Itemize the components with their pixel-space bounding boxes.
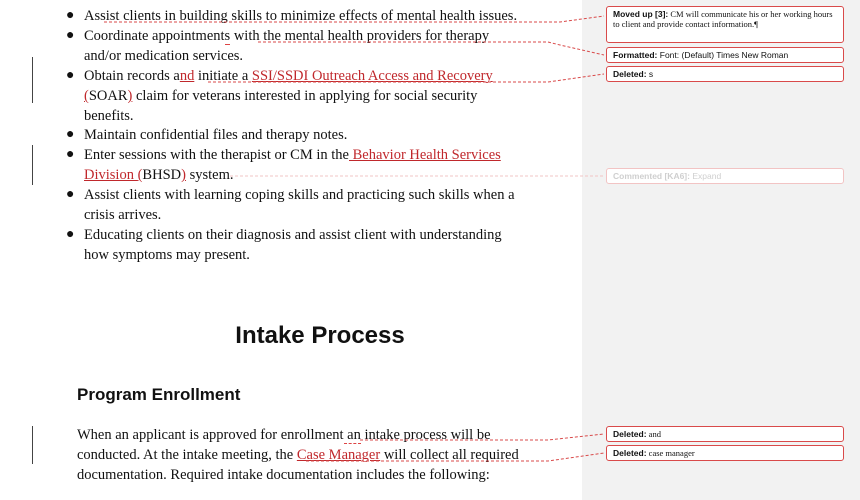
text-run: claim for veterans interested in applying for social security <box>132 88 478 104</box>
comment-label: Deleted: <box>613 69 647 79</box>
inserted-text: SSI/SSDI Outreach Access and Recovery <box>251 68 493 84</box>
text-run: how symptoms may present. <box>84 247 250 263</box>
text-run: When an applicant is approved for enrollment <box>77 427 344 443</box>
text-run: conducted. At the intake meeting, the <box>77 447 297 463</box>
text-run: crisis arrives. <box>84 207 162 223</box>
text-run: intake process will be <box>360 427 491 443</box>
text-run: initiate a <box>194 68 252 84</box>
inserted-text: Case Manager <box>296 447 381 463</box>
text-run: documentation. Required intake documentation includes the following: <box>77 467 490 483</box>
text-run: SOAR <box>88 88 128 104</box>
comment-balloon[interactable] <box>606 66 844 82</box>
leader-line <box>360 434 604 440</box>
text-run: with the mental health providers for therapy <box>230 28 490 44</box>
comment-text: CM will communicate his or her working hours to client and provide contact information.¶ <box>613 9 833 29</box>
text-run: an <box>343 427 361 443</box>
comment-text: s <box>646 69 654 79</box>
bullet-dot-icon: ● <box>66 28 75 43</box>
comment-balloon[interactable] <box>606 47 844 63</box>
comment-label: Deleted: <box>613 448 647 458</box>
comment-label: Commented [KA6]: <box>613 171 690 181</box>
text-run: and/or medication services. <box>84 48 244 64</box>
text-run: Coordinate appointment <box>84 28 225 44</box>
leader-line <box>104 16 604 22</box>
bullet-dot-icon: ● <box>66 127 75 142</box>
bullet-dot-icon: ● <box>66 68 75 83</box>
text-run: BHSD <box>142 167 182 183</box>
comment-label: Moved up [3]: <box>613 9 669 19</box>
text-run: s <box>224 28 231 44</box>
inserted-text: Division <box>84 167 138 183</box>
bullet-dot-icon: ● <box>66 227 75 242</box>
text-run: will collect all required <box>380 447 519 463</box>
text-run: Obtain records a <box>84 68 180 84</box>
text-run: Assist clients in building skills to minimize effects of mental health issues. <box>84 8 518 24</box>
text-run: Enter sessions with the therapist or CM in the <box>84 147 349 163</box>
comment-text: Font: (Default) Times New Roman <box>657 50 789 60</box>
section-heading-intake: Intake Process <box>235 322 405 349</box>
text-run: Assist clients with learning coping skills and practicing such skills when a <box>84 187 515 203</box>
inserted-text: ) <box>127 88 133 104</box>
leader-line <box>258 42 604 55</box>
text-run: system. <box>185 167 234 183</box>
comment-text: Expand <box>689 171 722 181</box>
text-run: Maintain confidential files and therapy notes. <box>84 127 348 143</box>
comment-balloon[interactable] <box>606 6 844 43</box>
comment-label: Formatted: <box>613 50 658 60</box>
text-run: Educating clients on their diagnosis and assist client with understanding <box>84 227 502 243</box>
comment-balloon[interactable] <box>606 168 844 184</box>
comment-text: and <box>646 429 661 439</box>
inserted-text: Behavior Health Services <box>349 147 501 163</box>
comment-balloon[interactable] <box>606 445 844 461</box>
comment-balloon[interactable] <box>606 426 844 442</box>
comment-label: Deleted: <box>613 429 647 439</box>
comment-text: case manager <box>646 448 695 458</box>
subheading-program-enrollment: Program Enrollment <box>77 385 241 404</box>
bullet-dot-icon: ● <box>66 8 75 23</box>
inserted-text: ( <box>137 167 143 183</box>
inserted-text: ) <box>181 167 186 183</box>
inserted-text: ( <box>84 88 89 104</box>
leader-line <box>306 453 604 461</box>
bullet-dot-icon: ● <box>66 187 75 202</box>
leader-line <box>208 74 604 82</box>
text-run: benefits. <box>84 108 134 124</box>
bullet-dot-icon: ● <box>66 147 75 162</box>
inserted-text: nd <box>179 68 195 84</box>
